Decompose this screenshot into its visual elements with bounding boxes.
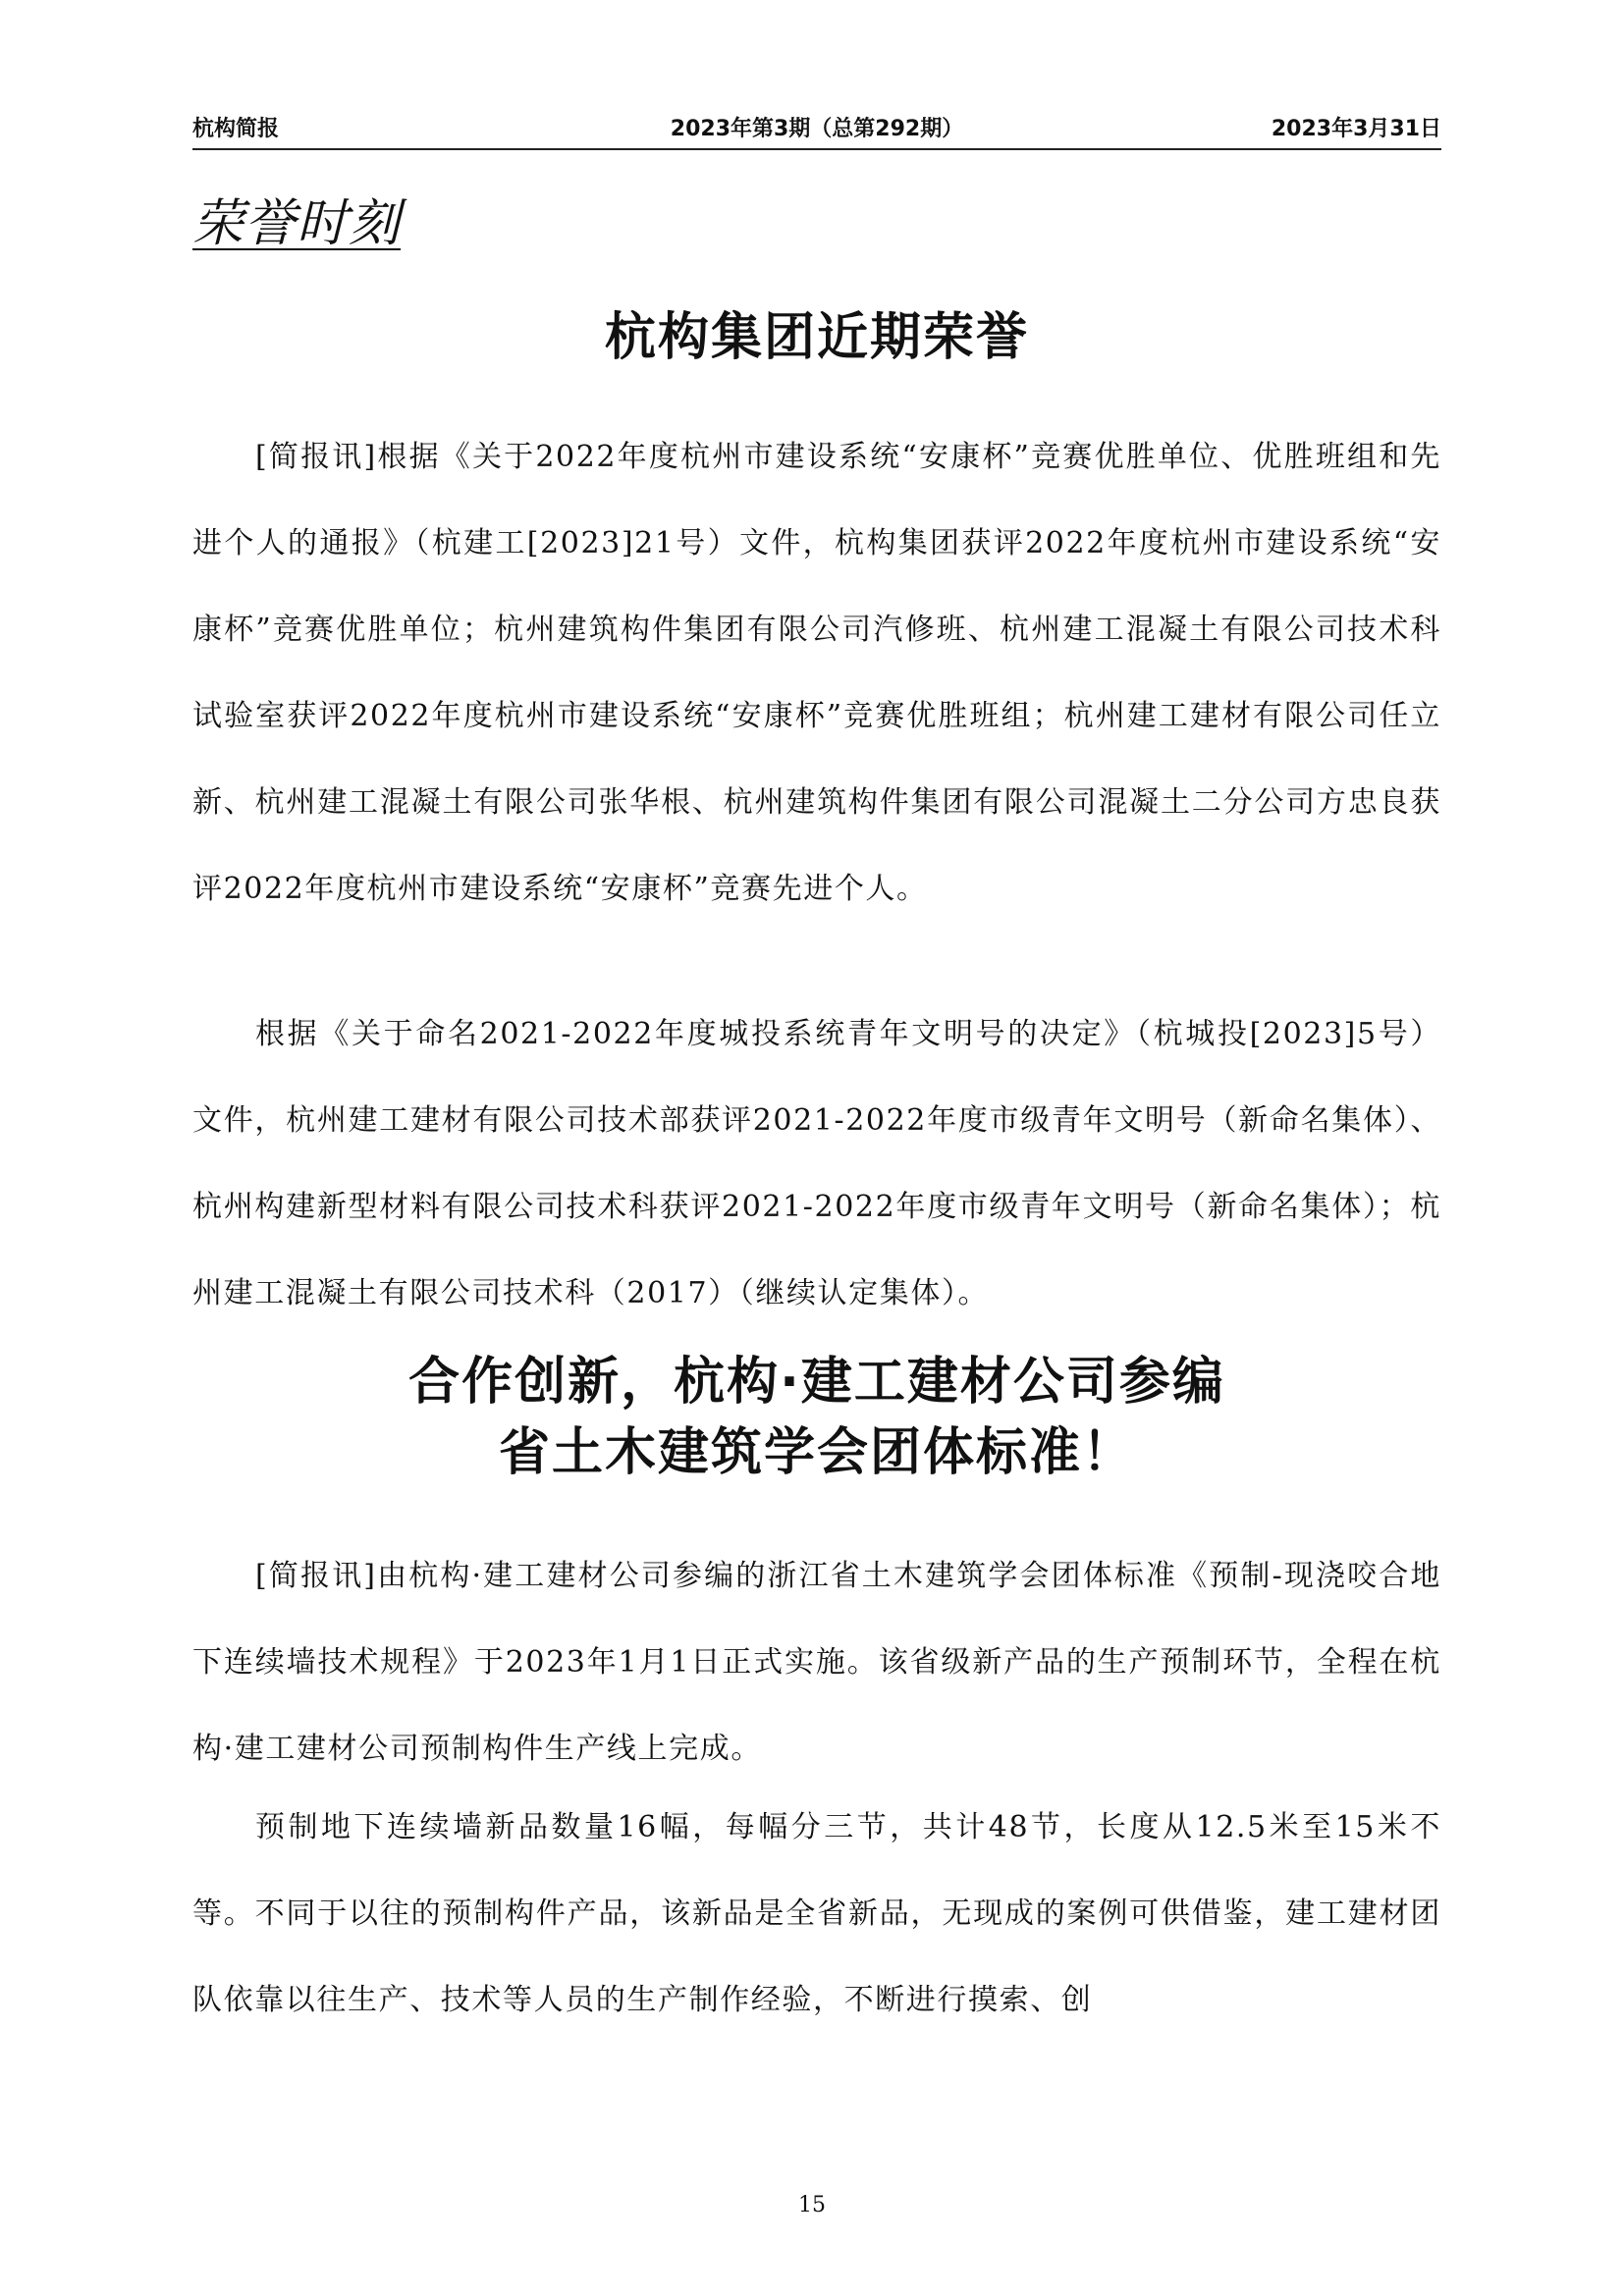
article1-paragraph-2: 根据《关于命名2021-2022年度城投系统青年文明号的决定》（杭城投[2023]5号）文件，杭州建工建材有限公司技术部获评2021-2022年度市级青年文明号（新命名集体）、杭州构建新型材料有限公司技术科获评2021-2022年度市级青年文明号（新命名集体）；杭州建工混凝土有限公司技术科（2017）（继续认定集体）。: [192, 1017, 1441, 1310]
section-label: 荣誉时刻: [192, 194, 402, 253]
publication-name: 杭构简报: [192, 117, 280, 141]
article2-title-line1: 合作创新，杭构·建工建材公司参编: [408, 1353, 1225, 1412]
article2-title-line2: 省土木建筑学会团体标准！: [498, 1423, 1135, 1482]
article1-paragraph-1: [简报讯]根据《关于2022年度杭州市建设系统“安康杯”竞赛优胜单位、优胜班组和先进个人的通报》（杭建工[2023]21号）文件，杭构集团获评2022年度杭州市建设系统“安康杯”竞赛优胜单位；杭州建筑构件集团有限公司汽修班、杭州建工混凝土有限公司技术科试验室获评2022年度杭州市建设系统“安康杯”竞赛优胜班组；杭州建工建材有限公司任立新、杭州建工混凝土有限公司张华根、杭州建筑构件集团有限公司混凝土二分公司方忠良获评2022年度杭州市建设系统“安康杯”竞赛先进个人。: [192, 440, 1441, 906]
issue-number: 2023年第3期（总第292期）: [670, 117, 964, 141]
article2-paragraph-1: [简报讯]由杭构·建工建材公司参编的浙江省土木建筑学会团体标准《预制-现浇咬合地下连续墙技术规程》于2023年1月1日正式实施。该省级新产品的生产预制环节，全程在杭构·建工建材公司预制构件生产线上完成。: [192, 1559, 1441, 1766]
page-number: 15: [798, 2193, 826, 2217]
header-divider: [192, 148, 1441, 150]
article1-title: 杭构集团近期荣誉: [604, 308, 1029, 367]
page-header: [192, 112, 1441, 147]
article2-paragraph-2: 预制地下连续墙新品数量16幅，每幅分三节，共计48节，长度从12.5米至15米不等。不同于以往的预制构件产品，该新品是全省新品，无现成的案例可供借鉴，建工建材团队依靠以往生产、技术等人员的生产制作经验，不断进行摸索、创: [192, 1810, 1441, 2017]
article2-title: [192, 1347, 1441, 1488]
issue-date: 2023年3月31日: [1271, 117, 1441, 141]
